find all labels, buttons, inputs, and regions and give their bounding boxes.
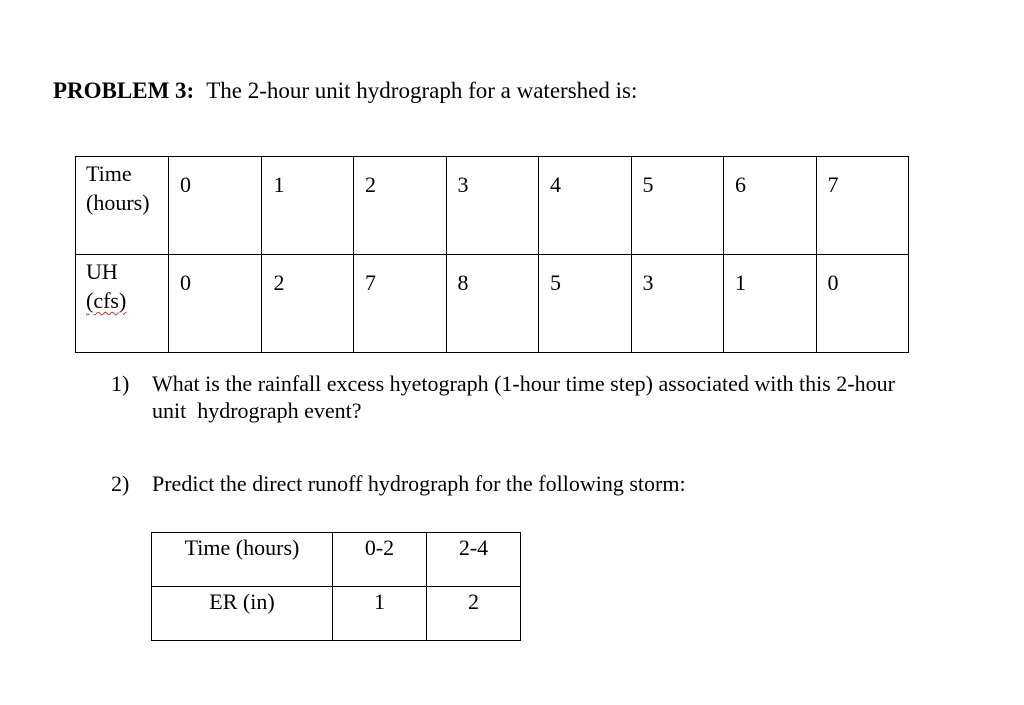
uh-header-line2: (cfs): [86, 288, 127, 313]
question-1-number: 1): [111, 371, 130, 396]
time-cell: 0: [169, 157, 262, 255]
time-cell: 2: [354, 157, 447, 255]
uh-cell: 2: [261, 255, 354, 353]
storm-er-cell: 2: [427, 587, 521, 641]
time-cell: 4: [539, 157, 632, 255]
time-row: [76, 157, 909, 255]
question-1-line2: unit hydrograph event?: [152, 398, 362, 423]
question-2-line1: Predict the direct runoff hydrograph for the following storm:: [152, 471, 686, 496]
question-1-line1: What is the rainfall excess hyetograph (1-hour time step) associated with this 2-hour: [152, 371, 895, 396]
storm-time-header: Time (hours): [152, 533, 333, 587]
storm-er-cell: 1: [333, 587, 427, 641]
uh-cell: 3: [631, 255, 724, 353]
storm-period-cell: 0-2: [333, 533, 427, 587]
problem-heading: [53, 77, 637, 105]
uh-cell: 0: [169, 255, 262, 353]
storm-period-cell: 2-4: [427, 533, 521, 587]
storm-er-row: [152, 587, 521, 641]
problem-label: PROBLEM 3:: [53, 78, 195, 103]
uh-row: [76, 255, 909, 353]
uh-cell: 8: [446, 255, 539, 353]
time-header-line2: (hours): [86, 190, 150, 215]
uh-header-cell: [76, 255, 169, 353]
question-2: [111, 470, 1011, 500]
storm-er-label: ER (in): [152, 587, 333, 641]
time-cell: 6: [724, 157, 817, 255]
storm-header-row: [152, 533, 521, 587]
time-cell: 1: [261, 157, 354, 255]
time-header-line1: Time: [86, 161, 132, 186]
storm-table: [151, 532, 521, 641]
uh-cell: 1: [724, 255, 817, 353]
time-cell: 7: [816, 157, 909, 255]
question-1: [111, 370, 1011, 430]
unit-hydrograph-table: [75, 156, 909, 353]
uh-cell: 0: [816, 255, 909, 353]
problem-statement: The 2-hour unit hydrograph for a watershed is:: [206, 78, 638, 103]
uh-cell: 5: [539, 255, 632, 353]
uh-header-line1: UH: [86, 259, 118, 284]
uh-cell: 7: [354, 255, 447, 353]
question-2-number: 2): [111, 471, 130, 496]
time-header-cell: [76, 157, 169, 255]
time-cell: 5: [631, 157, 724, 255]
time-cell: 3: [446, 157, 539, 255]
